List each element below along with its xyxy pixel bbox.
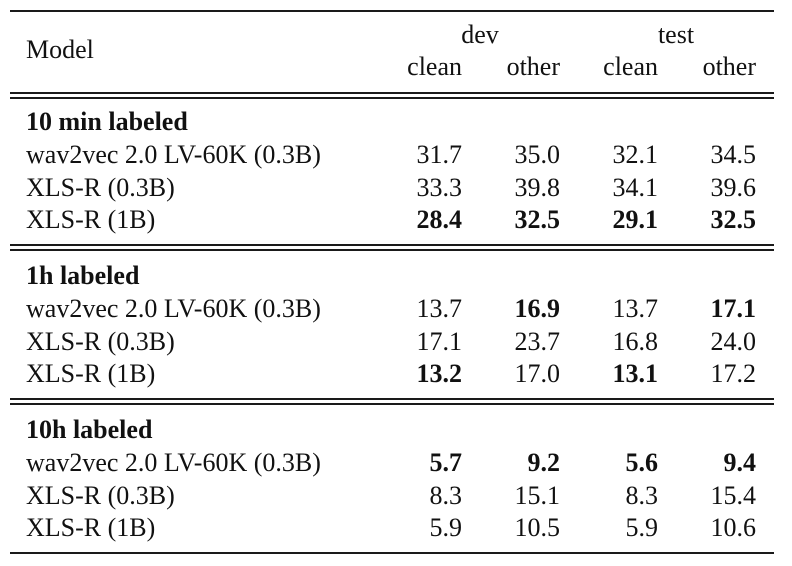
- col-dev-clean-header: clean: [407, 52, 462, 81]
- value-test-clean: 5.9: [625, 513, 658, 542]
- value-test-clean: 34.1: [612, 173, 658, 202]
- value-dev-clean: 5.9: [429, 513, 462, 542]
- value-test-clean: 5.6: [625, 448, 658, 477]
- value-dev-other: 32.5: [514, 205, 560, 234]
- top-rule: [10, 10, 774, 12]
- value-dev-clean: 17.1: [416, 327, 462, 356]
- value-test-other: 34.5: [710, 140, 756, 169]
- value-dev-other: 35.0: [514, 140, 560, 169]
- value-dev-clean: 5.7: [429, 448, 462, 477]
- value-test-other: 9.4: [723, 448, 756, 477]
- header-double-rule-b: [10, 97, 774, 99]
- model-column-header: Model: [26, 35, 94, 64]
- value-dev-other: 16.9: [514, 294, 560, 323]
- value-dev-clean: 33.3: [416, 173, 462, 202]
- section-title: 10h labeled: [26, 415, 153, 444]
- section-title: 10 min labeled: [26, 107, 188, 136]
- value-dev-other: 9.2: [527, 448, 560, 477]
- header-double-rule-a: [10, 92, 774, 94]
- model-name: XLS-R (0.3B): [26, 327, 175, 356]
- value-dev-other: 23.7: [514, 327, 560, 356]
- bottom-rule: [10, 552, 774, 554]
- value-test-other: 15.4: [710, 481, 756, 510]
- section-double-rule-a: [10, 244, 774, 246]
- value-test-clean: 8.3: [625, 481, 658, 510]
- model-name: XLS-R (0.3B): [26, 173, 175, 202]
- value-dev-other: 10.5: [514, 513, 560, 542]
- value-dev-other: 39.8: [514, 173, 560, 202]
- col-test-clean-header: clean: [603, 52, 658, 81]
- value-dev-other: 17.0: [514, 359, 560, 388]
- model-name: XLS-R (1B): [26, 359, 156, 388]
- value-test-clean: 13.7: [612, 294, 658, 323]
- value-test-clean: 16.8: [612, 327, 658, 356]
- value-test-other: 24.0: [710, 327, 756, 356]
- section-double-rule-b: [10, 249, 774, 251]
- value-test-other: 32.5: [710, 205, 756, 234]
- test-group-header: test: [657, 20, 695, 49]
- model-name: wav2vec 2.0 LV-60K (0.3B): [26, 140, 321, 169]
- value-dev-other: 15.1: [514, 481, 560, 510]
- col-test-other-header: other: [702, 52, 756, 81]
- model-name: XLS-R (0.3B): [26, 481, 175, 510]
- value-test-other: 10.6: [710, 513, 756, 542]
- model-name: wav2vec 2.0 LV-60K (0.3B): [26, 448, 321, 477]
- section-double-rule-b: [10, 403, 774, 405]
- value-dev-clean: 28.4: [416, 205, 462, 234]
- value-dev-clean: 13.7: [416, 294, 462, 323]
- dev-group-header: dev: [461, 20, 499, 49]
- value-test-other: 17.2: [710, 359, 756, 388]
- section-title: 1h labeled: [26, 261, 140, 290]
- value-test-clean: 32.1: [612, 140, 658, 169]
- model-name: XLS-R (1B): [26, 205, 156, 234]
- model-name: XLS-R (1B): [26, 513, 156, 542]
- model-name: wav2vec 2.0 LV-60K (0.3B): [26, 294, 321, 323]
- value-dev-clean: 13.2: [416, 359, 462, 388]
- col-dev-other-header: other: [506, 52, 560, 81]
- section-double-rule-a: [10, 398, 774, 400]
- value-test-clean: 29.1: [612, 205, 658, 234]
- value-test-clean: 13.1: [612, 359, 658, 388]
- value-dev-clean: 8.3: [429, 481, 462, 510]
- value-dev-clean: 31.7: [416, 140, 462, 169]
- value-test-other: 39.6: [710, 173, 756, 202]
- value-test-other: 17.1: [710, 294, 756, 323]
